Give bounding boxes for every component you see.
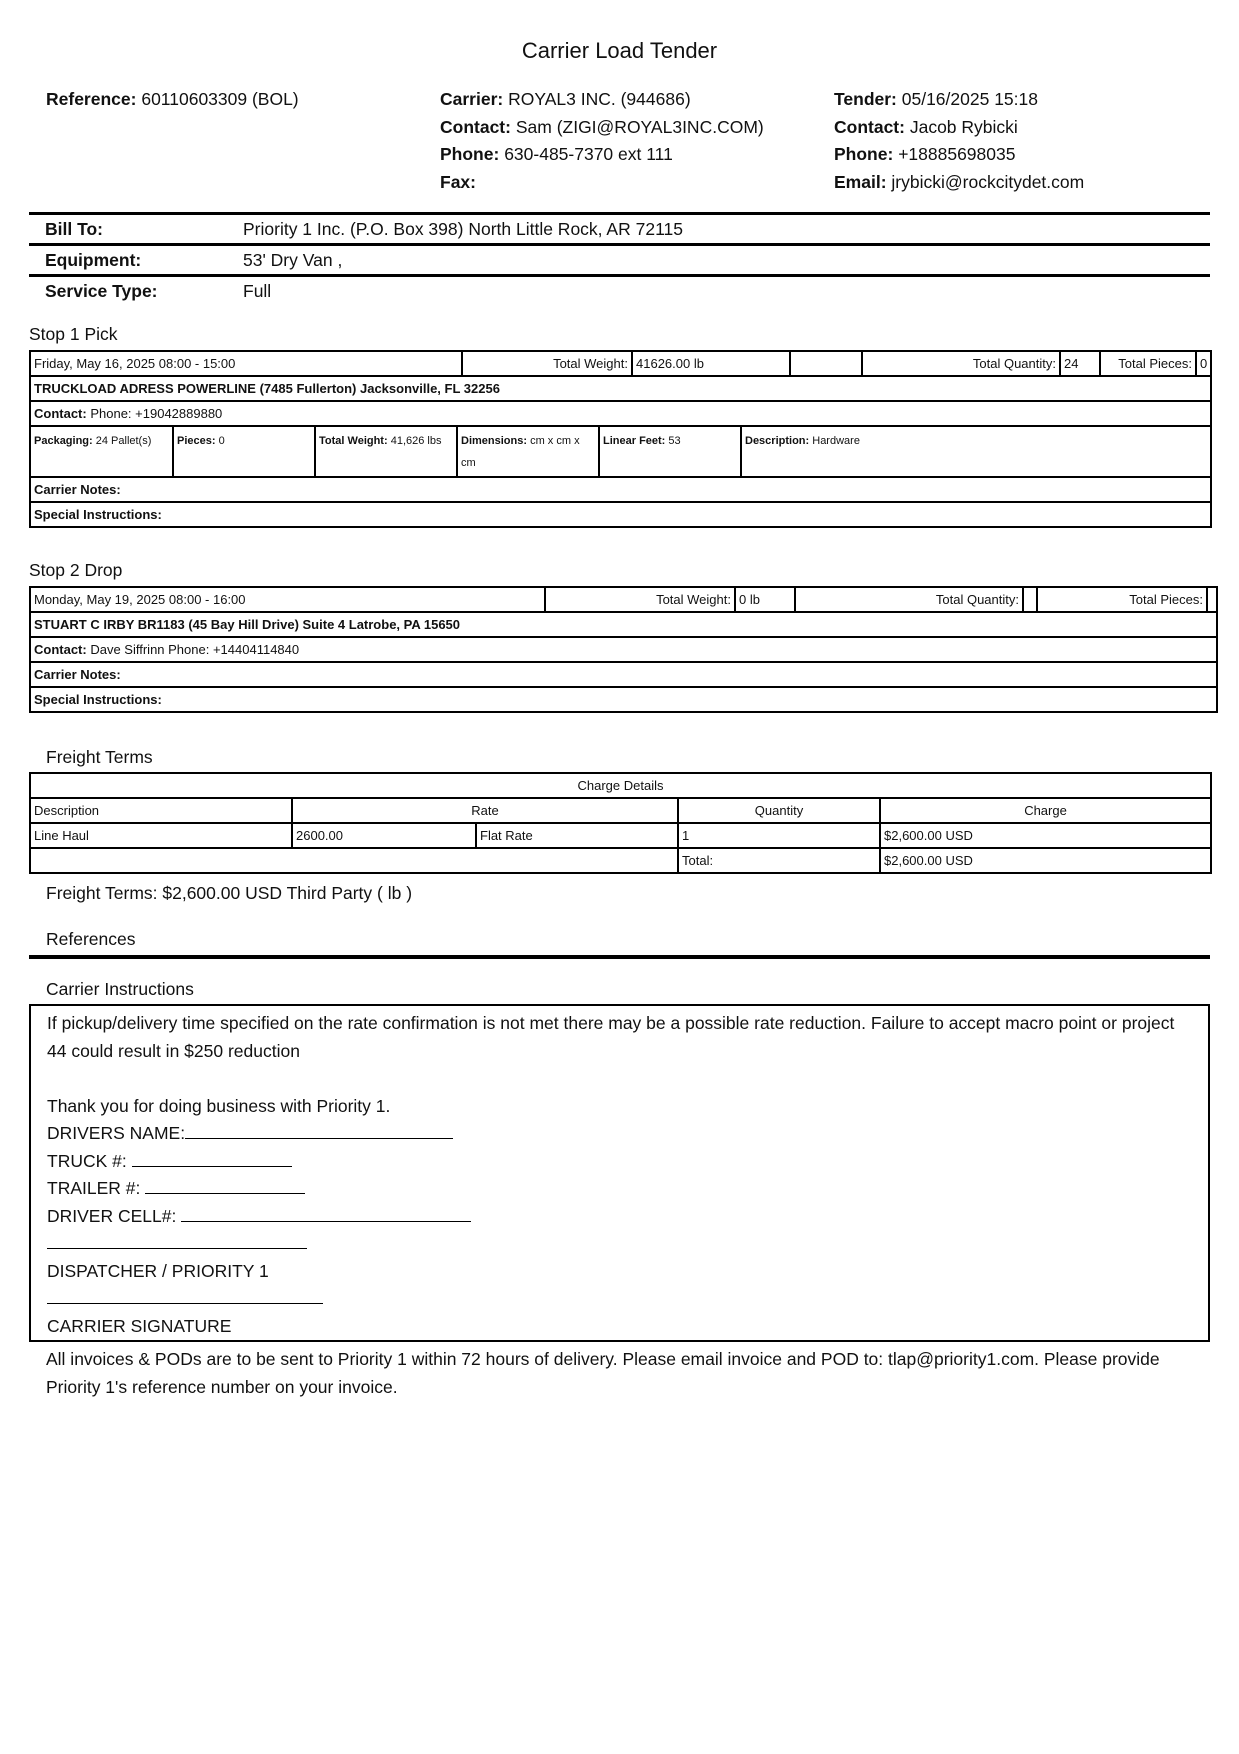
stop2-total-pieces bbox=[1207, 587, 1217, 612]
stop1-description-label: Description: bbox=[745, 435, 810, 447]
reference-column bbox=[46, 86, 299, 114]
equipment-value: 53' Dry Van , bbox=[243, 250, 343, 270]
carrier-contact-label: Contact: bbox=[440, 116, 511, 137]
stop1-carrier-notes-label: Carrier Notes: bbox=[30, 477, 1211, 502]
stop1-description bbox=[741, 427, 1210, 476]
stop1-total-pieces-label: Total Pieces: bbox=[1100, 351, 1196, 376]
stop2-special-instructions-label: Special Instructions: bbox=[30, 687, 1217, 712]
page-title: Carrier Load Tender bbox=[521, 38, 718, 63]
stop1-spacer bbox=[790, 351, 862, 376]
carrier-instructions-content bbox=[47, 1010, 1192, 1340]
driver-cell-line bbox=[47, 1203, 1192, 1231]
stop1-special-instructions-label: Special Instructions: bbox=[30, 502, 1211, 527]
col-charge: Charge bbox=[880, 798, 1211, 823]
total-label: Total: bbox=[678, 848, 880, 873]
stop1-contact bbox=[30, 401, 1211, 426]
line-rate-type: Flat Rate bbox=[476, 823, 678, 848]
stop1-contact-value: Phone: +19042889880 bbox=[90, 406, 223, 421]
service-type-label: Service Type: bbox=[45, 281, 158, 301]
stop1-contact-label: Contact: bbox=[34, 406, 87, 421]
freight-terms-summary: Freight Terms: $2,600.00 USD Third Party ( lb ) bbox=[46, 883, 413, 903]
references-title: References bbox=[46, 929, 136, 949]
stop2-carrier-notes-label: Carrier Notes: bbox=[30, 662, 1217, 687]
stop2-contact-row bbox=[30, 637, 1217, 662]
stop1-table bbox=[29, 350, 1212, 528]
equipment-label: Equipment: bbox=[45, 250, 142, 270]
carrier-column bbox=[440, 86, 764, 196]
drivers-name-blank[interactable] bbox=[185, 1123, 453, 1139]
carrier-label: Carrier: bbox=[440, 89, 504, 109]
stop1-packaging bbox=[31, 427, 173, 476]
reference-value: 60110603309 (BOL) bbox=[141, 89, 299, 109]
col-description: Description bbox=[30, 798, 292, 823]
line-haul-row bbox=[30, 823, 1211, 848]
total-value: $2,600.00 USD bbox=[880, 848, 1211, 873]
stop1-contact-row bbox=[30, 401, 1211, 426]
bill-to-label: Bill To: bbox=[45, 219, 103, 239]
carrier-instructions-box bbox=[29, 1004, 1210, 1342]
stop1-total-quantity-label: Total Quantity: bbox=[862, 351, 1060, 376]
stop1-packaging-value: 24 Pallet(s) bbox=[95, 435, 152, 447]
stop1-weight-value: 41,626 lbs bbox=[390, 435, 442, 447]
stop1-weight-label: Total Weight: bbox=[319, 435, 388, 447]
stop2-total-weight-label: Total Weight: bbox=[545, 587, 735, 612]
reference-label: Reference: bbox=[46, 89, 137, 109]
instructions-thanks: Thank you for doing business with Priority 1. bbox=[47, 1095, 391, 1116]
drivers-name-line bbox=[47, 1120, 1192, 1148]
stop1-dimensions bbox=[457, 427, 599, 476]
stop1-total-weight: 41626.00 lb bbox=[632, 351, 790, 376]
instructions-paragraph: If pickup/delivery time specified on the rate confirmation is not met there may be a possible rate reduction. Failure to accept macro point or project 44 could result in $250 reduction bbox=[47, 1013, 1175, 1061]
stop2-address-row bbox=[30, 612, 1217, 637]
carrier-fax-label: Fax: bbox=[440, 171, 476, 192]
line-charge: $2,600.00 USD bbox=[880, 823, 1211, 848]
tender-contact-label: Contact: bbox=[834, 116, 905, 137]
stop1-weight bbox=[315, 427, 457, 476]
invoice-footer-note: All invoices & PODs are to be sent to Priority 1 within 72 hours of delivery. Please email invoice and POD to: tlap@priority1.com. Please provide Priority 1's reference number on your invoice. bbox=[46, 1349, 1160, 1397]
service-type-value: Full bbox=[243, 281, 272, 301]
driver-cell-label: DRIVER CELL#: bbox=[47, 1205, 177, 1226]
tender-column bbox=[834, 86, 1084, 196]
instructions-spacer bbox=[47, 1065, 1192, 1093]
tender-contact-value: Jacob Rybicki bbox=[909, 116, 1018, 137]
stop1-total-pieces: 0 bbox=[1196, 351, 1211, 376]
driver-cell-blank[interactable] bbox=[181, 1206, 471, 1222]
stop1-pieces-value: 0 bbox=[218, 435, 225, 447]
dispatcher-signature-blank[interactable] bbox=[47, 1233, 307, 1249]
charge-details-header bbox=[30, 773, 1211, 798]
tender-email-value[interactable]: jrybicki@rockcitydet.com bbox=[891, 171, 1085, 192]
total-spacer bbox=[30, 848, 678, 873]
truck-label: TRUCK #: bbox=[47, 1150, 127, 1171]
stop1-packaging-details bbox=[31, 427, 1210, 476]
truck-line bbox=[47, 1148, 1192, 1176]
carrier-phone-label: Phone: bbox=[440, 144, 500, 164]
carrier-phone-value: 630-485-7370 ext 111 bbox=[504, 144, 673, 164]
carrier-signature-label: CARRIER SIGNATURE bbox=[47, 1315, 232, 1336]
stop1-linear-feet-label: Linear Feet: bbox=[603, 435, 666, 447]
stop1-total-weight-label: Total Weight: bbox=[462, 351, 632, 376]
tender-phone-label: Phone: bbox=[834, 144, 894, 164]
stop1-pieces bbox=[173, 427, 315, 476]
line-quantity: 1 bbox=[678, 823, 880, 848]
stop1-special-instructions-row bbox=[30, 502, 1211, 527]
tender-phone-value: +18885698035 bbox=[898, 144, 1016, 164]
stop2-contact bbox=[30, 637, 1217, 662]
stop1-linear-feet bbox=[599, 427, 741, 476]
stop1-dimensions-value: cm x cm x cm bbox=[461, 435, 580, 469]
stop1-linear-feet-value: 53 bbox=[668, 435, 681, 447]
billing-block bbox=[29, 212, 1210, 305]
trailer-label: TRAILER #: bbox=[47, 1178, 141, 1198]
carrier-value: ROYAL3 INC. (944686) bbox=[508, 89, 691, 109]
stop2-total-pieces-label: Total Pieces: bbox=[1037, 587, 1207, 612]
trailer-line bbox=[47, 1175, 1192, 1203]
stop2-address: STUART C IRBY BR1183 (45 Bay Hill Drive) Suite 4 Latrobe, PA 15650 bbox=[30, 612, 1217, 637]
references-divider bbox=[29, 955, 1210, 959]
bill-to-row bbox=[29, 212, 1210, 243]
stop2-contact-value: Dave Siffrinn Phone: +14404114840 bbox=[90, 642, 300, 657]
charge-columns-row bbox=[30, 798, 1211, 823]
equipment-row bbox=[29, 243, 1210, 274]
stop2-special-instructions-row bbox=[30, 687, 1217, 712]
stop2-table bbox=[29, 586, 1218, 713]
tender-label: Tender: bbox=[834, 89, 897, 109]
stop1-packaging-cell bbox=[30, 426, 1211, 477]
drivers-name-label: DRIVERS NAME: bbox=[47, 1123, 186, 1143]
stop1-total-quantity: 24 bbox=[1060, 351, 1100, 376]
carrier-signature-blank[interactable] bbox=[47, 1288, 323, 1304]
tender-value: 05/16/2025 15:18 bbox=[901, 89, 1038, 109]
charge-details-title: Charge Details bbox=[30, 773, 1211, 798]
stop1-pieces-label: Pieces: bbox=[177, 435, 216, 447]
stop2-total-quantity-label: Total Quantity: bbox=[795, 587, 1023, 612]
line-description: Line Haul bbox=[30, 823, 292, 848]
stop1-description-value: Hardware bbox=[812, 435, 860, 447]
dispatcher-signature-line bbox=[47, 1230, 1192, 1258]
bill-to-value: Priority 1 Inc. (P.O. Box 398) North Little Rock, AR 72115 bbox=[243, 219, 683, 239]
col-quantity: Quantity bbox=[678, 798, 880, 823]
stop2-contact-label: Contact: bbox=[34, 642, 87, 657]
stop2-title: Stop 2 Drop bbox=[29, 560, 123, 580]
freight-terms-title: Freight Terms bbox=[46, 747, 153, 767]
carrier-instructions-title: Carrier Instructions bbox=[46, 979, 194, 999]
stop1-dimensions-label: Dimensions: bbox=[461, 435, 528, 447]
stop1-address: TRUCKLOAD ADRESS POWERLINE (7485 Fullerton) Jacksonville, FL 32256 bbox=[30, 376, 1211, 401]
carrier-contact-value: Sam (ZIGI@ROYAL3INC.COM) bbox=[515, 116, 764, 137]
dispatcher-label: DISPATCHER / PRIORITY 1 bbox=[47, 1260, 269, 1281]
stop1-summary-row bbox=[30, 351, 1211, 376]
stop1-address-row bbox=[30, 376, 1211, 401]
service-type-row bbox=[29, 274, 1210, 305]
stop2-total-quantity bbox=[1023, 587, 1037, 612]
stop1-date: Friday, May 16, 2025 08:00 - 15:00 bbox=[30, 351, 462, 376]
stop2-total-weight: 0 lb bbox=[735, 587, 795, 612]
stop1-packaging-row bbox=[30, 426, 1211, 477]
stop1-carrier-notes-row bbox=[30, 477, 1211, 502]
line-rate: 2600.00 bbox=[292, 823, 476, 848]
total-row bbox=[30, 848, 1211, 873]
stop1-title: Stop 1 Pick bbox=[29, 324, 118, 344]
carrier-signature-line bbox=[47, 1285, 1192, 1313]
trailer-blank[interactable] bbox=[145, 1178, 305, 1194]
stop2-summary-row bbox=[30, 587, 1217, 612]
charge-details-table bbox=[29, 772, 1212, 874]
col-rate: Rate bbox=[292, 798, 678, 823]
stop2-carrier-notes-row bbox=[30, 662, 1217, 687]
stop1-packaging-table bbox=[31, 427, 1210, 476]
truck-blank[interactable] bbox=[132, 1151, 292, 1167]
stop2-date: Monday, May 19, 2025 08:00 - 16:00 bbox=[30, 587, 545, 612]
stop1-packaging-label: Packaging: bbox=[34, 435, 93, 447]
tender-email-label: Email: bbox=[834, 171, 887, 192]
